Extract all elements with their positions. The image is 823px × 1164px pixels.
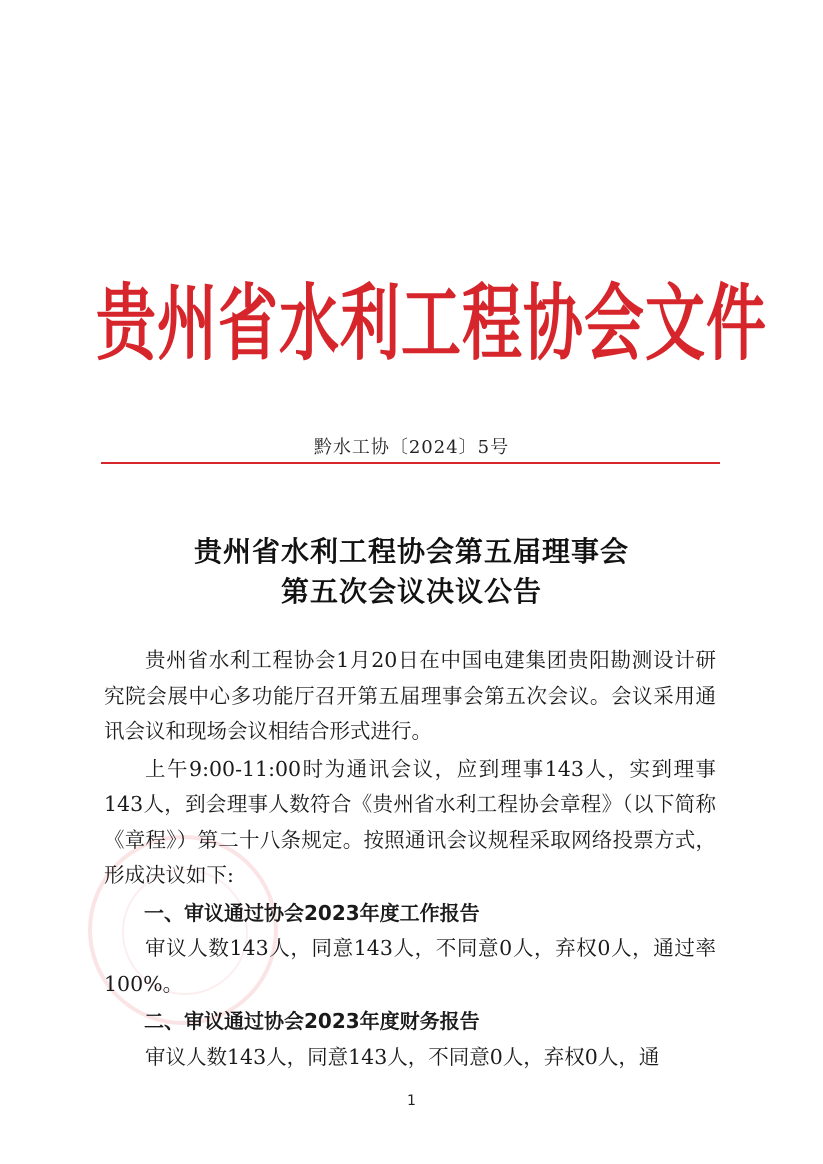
page-number: 1 xyxy=(407,1093,416,1109)
body-paragraph-intro: 贵州省水利工程协会1月20日在中国电建集团贵阳勘测设计研究院会展中心多功能厅召开第五届理事会第五次会议。会议采用通讯会议和现场会议相结合形式进行。 xyxy=(104,648,716,743)
document-masthead: 贵州省水利工程协会文件 xyxy=(96,276,767,373)
vote-result-2: 审议人数143人，同意143人，不同意0人，弃权0人，通 xyxy=(145,1044,660,1069)
document-body xyxy=(104,643,716,1075)
vote-result-1: 审议人数143人，同意143人，不同意0人，弃权0人，通过率100%。 xyxy=(104,936,716,996)
document-title-line-1: 贵州省水利工程协会第五届理事会 xyxy=(193,535,629,568)
body-paragraph-meeting: 上午9:00-11:00时为通讯会议，应到理事143人，实到理事143人，到会理事人数符合《贵州省水利工程协会章程》（以下简称《章程》）第二十八条规定。按照通讯会议规程采取网络投票方式，形成决议如下: xyxy=(104,756,716,887)
section-heading-1: 一、审议通过协会2023年度工作报告 xyxy=(144,900,480,925)
document-title-line-2: 第五次会议决议公告 xyxy=(280,575,542,608)
red-divider-line xyxy=(101,462,720,464)
section-heading-2: 二、审议通过协会2023年度财务报告 xyxy=(144,1009,480,1033)
document-number: 黔水工协〔2024〕5号 xyxy=(313,437,510,458)
